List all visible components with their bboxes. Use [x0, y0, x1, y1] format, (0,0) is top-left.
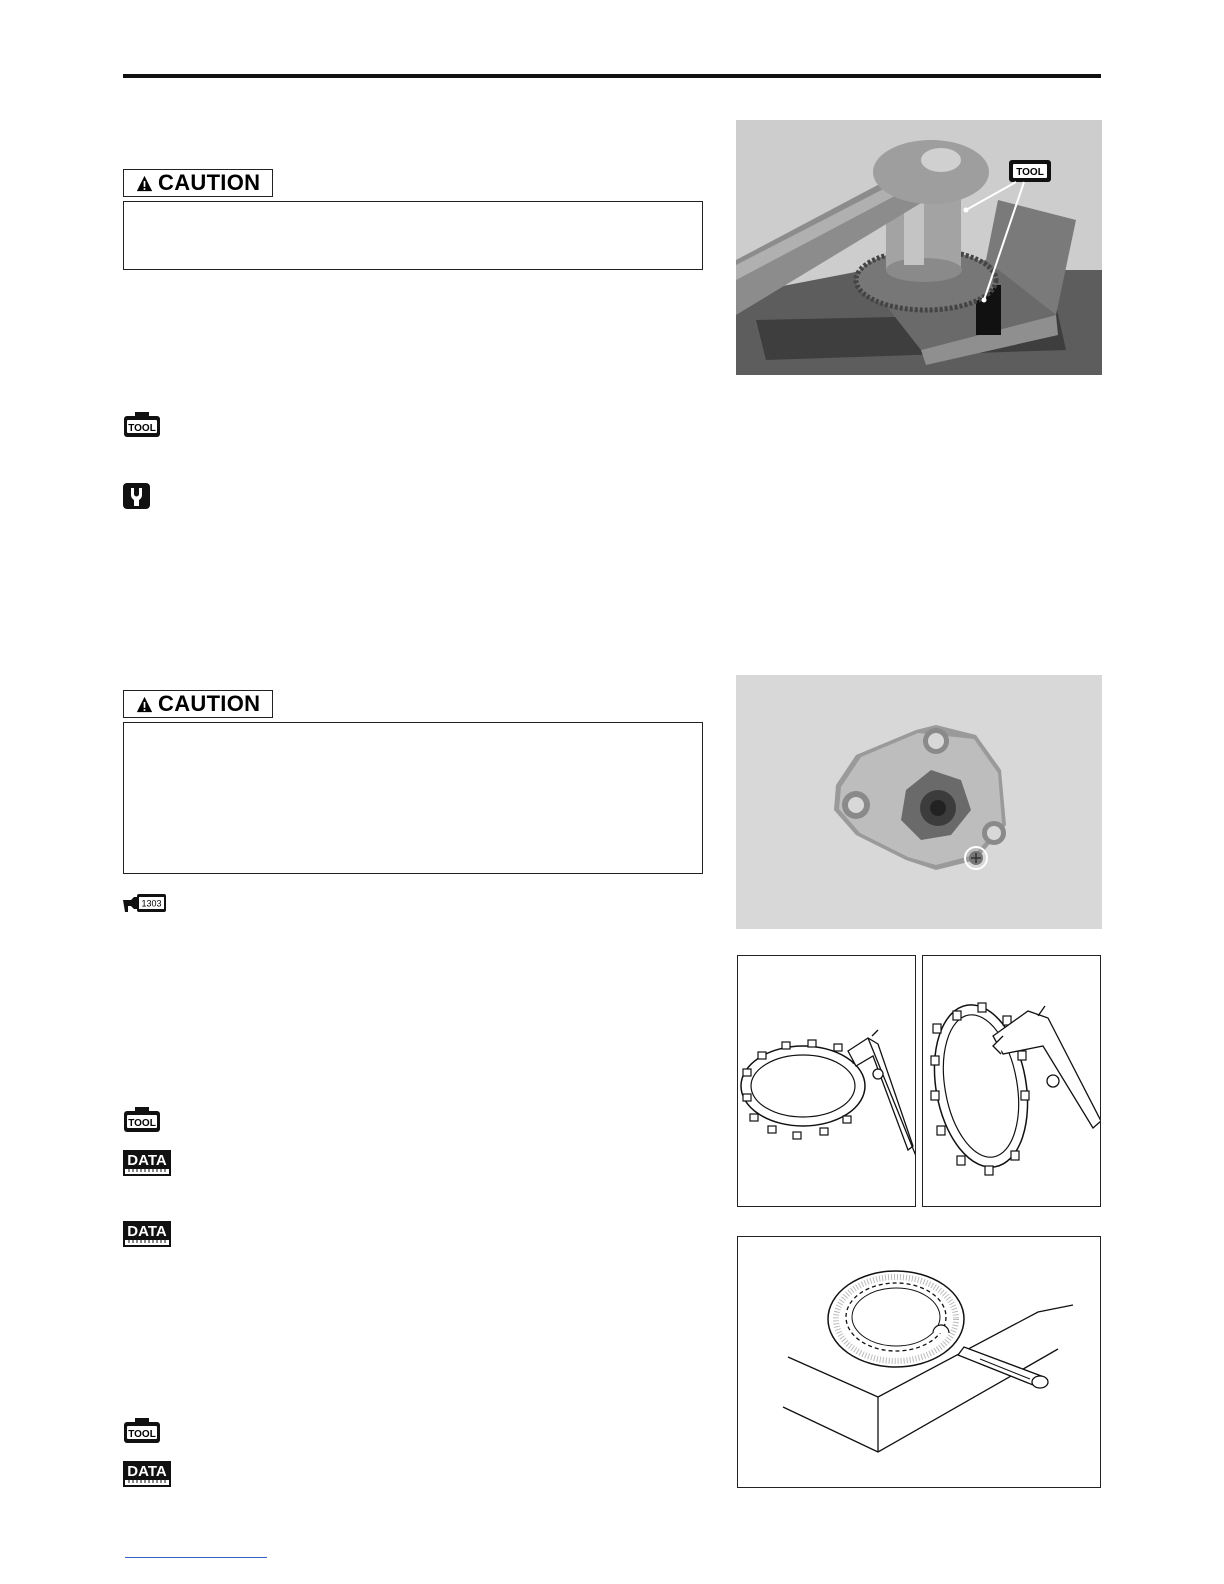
- footer-link[interactable]: [125, 1557, 267, 1558]
- thread-lock-1303-icon: [121, 892, 167, 914]
- data-icon: [123, 1221, 171, 1247]
- data-icon: [123, 1150, 171, 1176]
- svg-text:DATA: DATA: [127, 1463, 167, 1480]
- torque-wrench-icon: [123, 483, 150, 509]
- tool-icon: [123, 410, 161, 438]
- svg-text:DATA: DATA: [127, 1152, 167, 1169]
- header-rule: [123, 74, 1101, 78]
- drawing-caliper-plate-thickness: [737, 955, 916, 1207]
- drawing-caliper-claw-width: [922, 955, 1101, 1207]
- caution-text: CAUTION: [158, 170, 261, 195]
- tool-icon: [123, 1105, 161, 1133]
- svg-text:TOOL: TOOL: [128, 1118, 156, 1129]
- svg-text:TOOL: TOOL: [128, 423, 156, 434]
- caution-box-1: [123, 201, 703, 270]
- svg-text:DATA: DATA: [127, 1223, 167, 1240]
- warning-triangle-icon: [136, 696, 153, 713]
- warning-triangle-icon: [136, 175, 153, 192]
- drawing-plate-distortion-check: [737, 1236, 1101, 1488]
- svg-text:TOOL: TOOL: [128, 1429, 156, 1440]
- tool-icon: [123, 1416, 161, 1444]
- caution-label-1: [123, 169, 273, 197]
- data-icon: [123, 1461, 171, 1487]
- svg-text:1303: 1303: [141, 898, 162, 909]
- photo-oil-pump: [736, 675, 1102, 929]
- caution-box-2: [123, 722, 703, 874]
- photo-wrench-vise: [736, 120, 1102, 375]
- tool-badge-text: TOOL: [1016, 167, 1044, 178]
- caution-label-2: [123, 690, 273, 718]
- caution-text: CAUTION: [158, 691, 261, 716]
